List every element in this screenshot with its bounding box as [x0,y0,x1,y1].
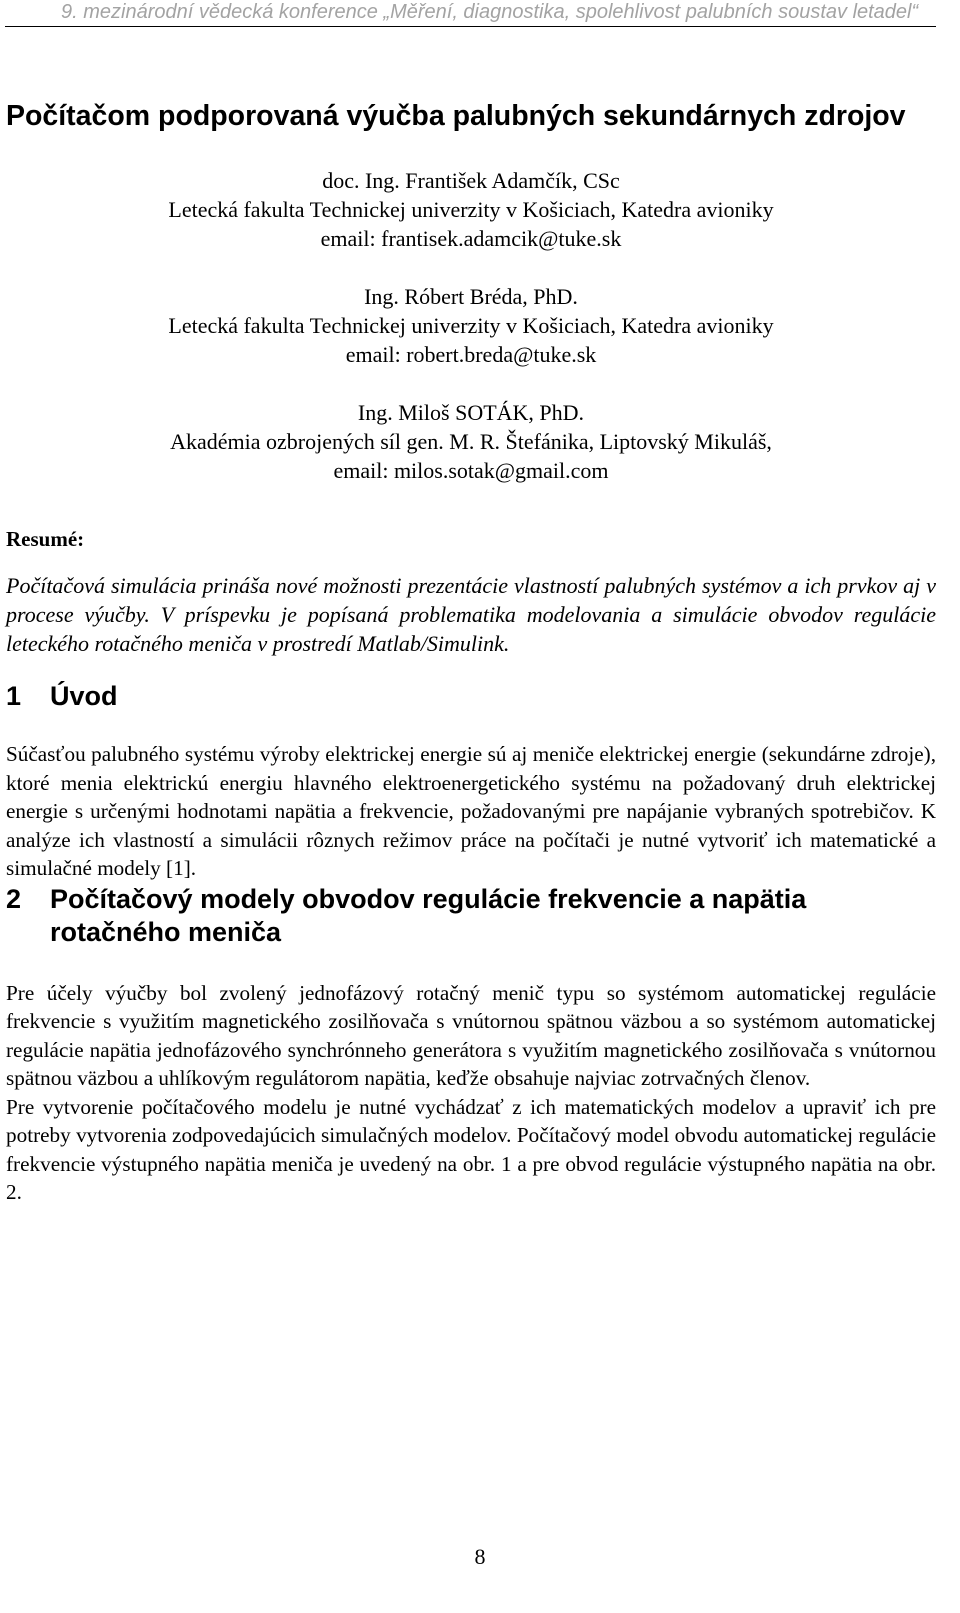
section-1-heading [6,680,936,713]
abstract-text: Počítačová simulácia prináša nové možnosti prezentácie vlastností palubných systémov a ich prvkov aj v procese výučby. V príspevku je popísaná problematika modelovania a simulácie obvodov regulácie leteckého rotačného meniča v prostredí Matlab/Simulink. [6,573,936,656]
section-number: 2 [6,883,22,914]
author-block [6,166,936,485]
paper-title: Počítačom podporovaná výučba palubných sekundárnych zdrojov [6,100,906,132]
section-title: Úvod [50,681,118,711]
author-email: email: milos.sotak@gmail.com [333,458,609,483]
section-1-paragraph-1: Súčasťou palubného systému výroby elektrickej energie sú aj meniče elektrickej energie (sekundárne zdroje), ktoré menia elektrickú energiu hlavného elektroenergetického systému na požadovaný druh elektrickej energie s určenými hodnotami napätia a frekvencie, požadovanými pre napájanie vybraných spotrebičov. K analýze ich vlastností a simulácii rôznych režimov práce na počítači je nutné vytvoriť ich matematické a simulačné modely [1]. [6,742,936,880]
section-2-paragraph-1: Pre účely výučby bol zvolený jednofázový rotačný menič typu so systémom automatickej regulácie frekvencie s využitím magnetického zosilňovača s vnútornou spätnou väzbou a so systémom automatickej regulácie napätia jednofázového synchrónneho generátora s využitím magnetického zosilňovača s vnútornou spätnou väzbou a uhlíkovým regulátorom napätia, keďže obsahuje najviac zotrvačných členov. [6,980,936,1090]
conference-name: 9. mezinárodní vědecká konference „Měření, diagnostika, spolehlivost palubních soustav letadel“ [61,1,919,23]
section-2-heading [6,883,936,949]
author-email: email: frantisek.adamcik@tuke.sk [320,226,622,251]
author-affiliation: Akadémia ozbrojených síl gen. M. R. Štefánika, Liptovský Mikuláš, [170,429,772,454]
author-2 [6,282,936,369]
running-header [5,0,936,24]
author-name: Ing. Miloš SOTÁK, PhD. [357,400,585,425]
section-2-paragraph-2: Pre vytvorenie počítačového modelu je nutné vychádzať z ich matematických modelov a upraviť ich pre potreby vytvorenia zodpovedajúcich simulačných modelov. Počítačový model obvodu automatickej regulácie frekvencie výstupného napätia meniča je uvedený na obr. 1 a pre obvod regulácie výstupného napätia na obr. 2. [6,1094,936,1204]
author-email: email: robert.breda@tuke.sk [345,342,597,367]
author-1 [6,166,936,253]
author-3 [6,398,936,485]
author-name: Ing. Róbert Bréda, PhD. [364,284,578,309]
author-affiliation: Letecká fakulta Technickej univerzity v Košiciach, Katedra avioniky [168,313,774,338]
section-title: Počítačový modely obvodov regulácie frekvencie a napätia rotačného meniča [50,883,807,947]
author-name: doc. Ing. František Adamčík, CSc [322,168,620,193]
page-number: 8 [474,1544,486,1569]
header-rule [5,26,936,27]
abstract-label: Resumé: [6,527,85,551]
author-affiliation: Letecká fakulta Technickej univerzity v Košiciach, Katedra avioniky [168,197,774,222]
section-number: 1 [6,681,22,711]
